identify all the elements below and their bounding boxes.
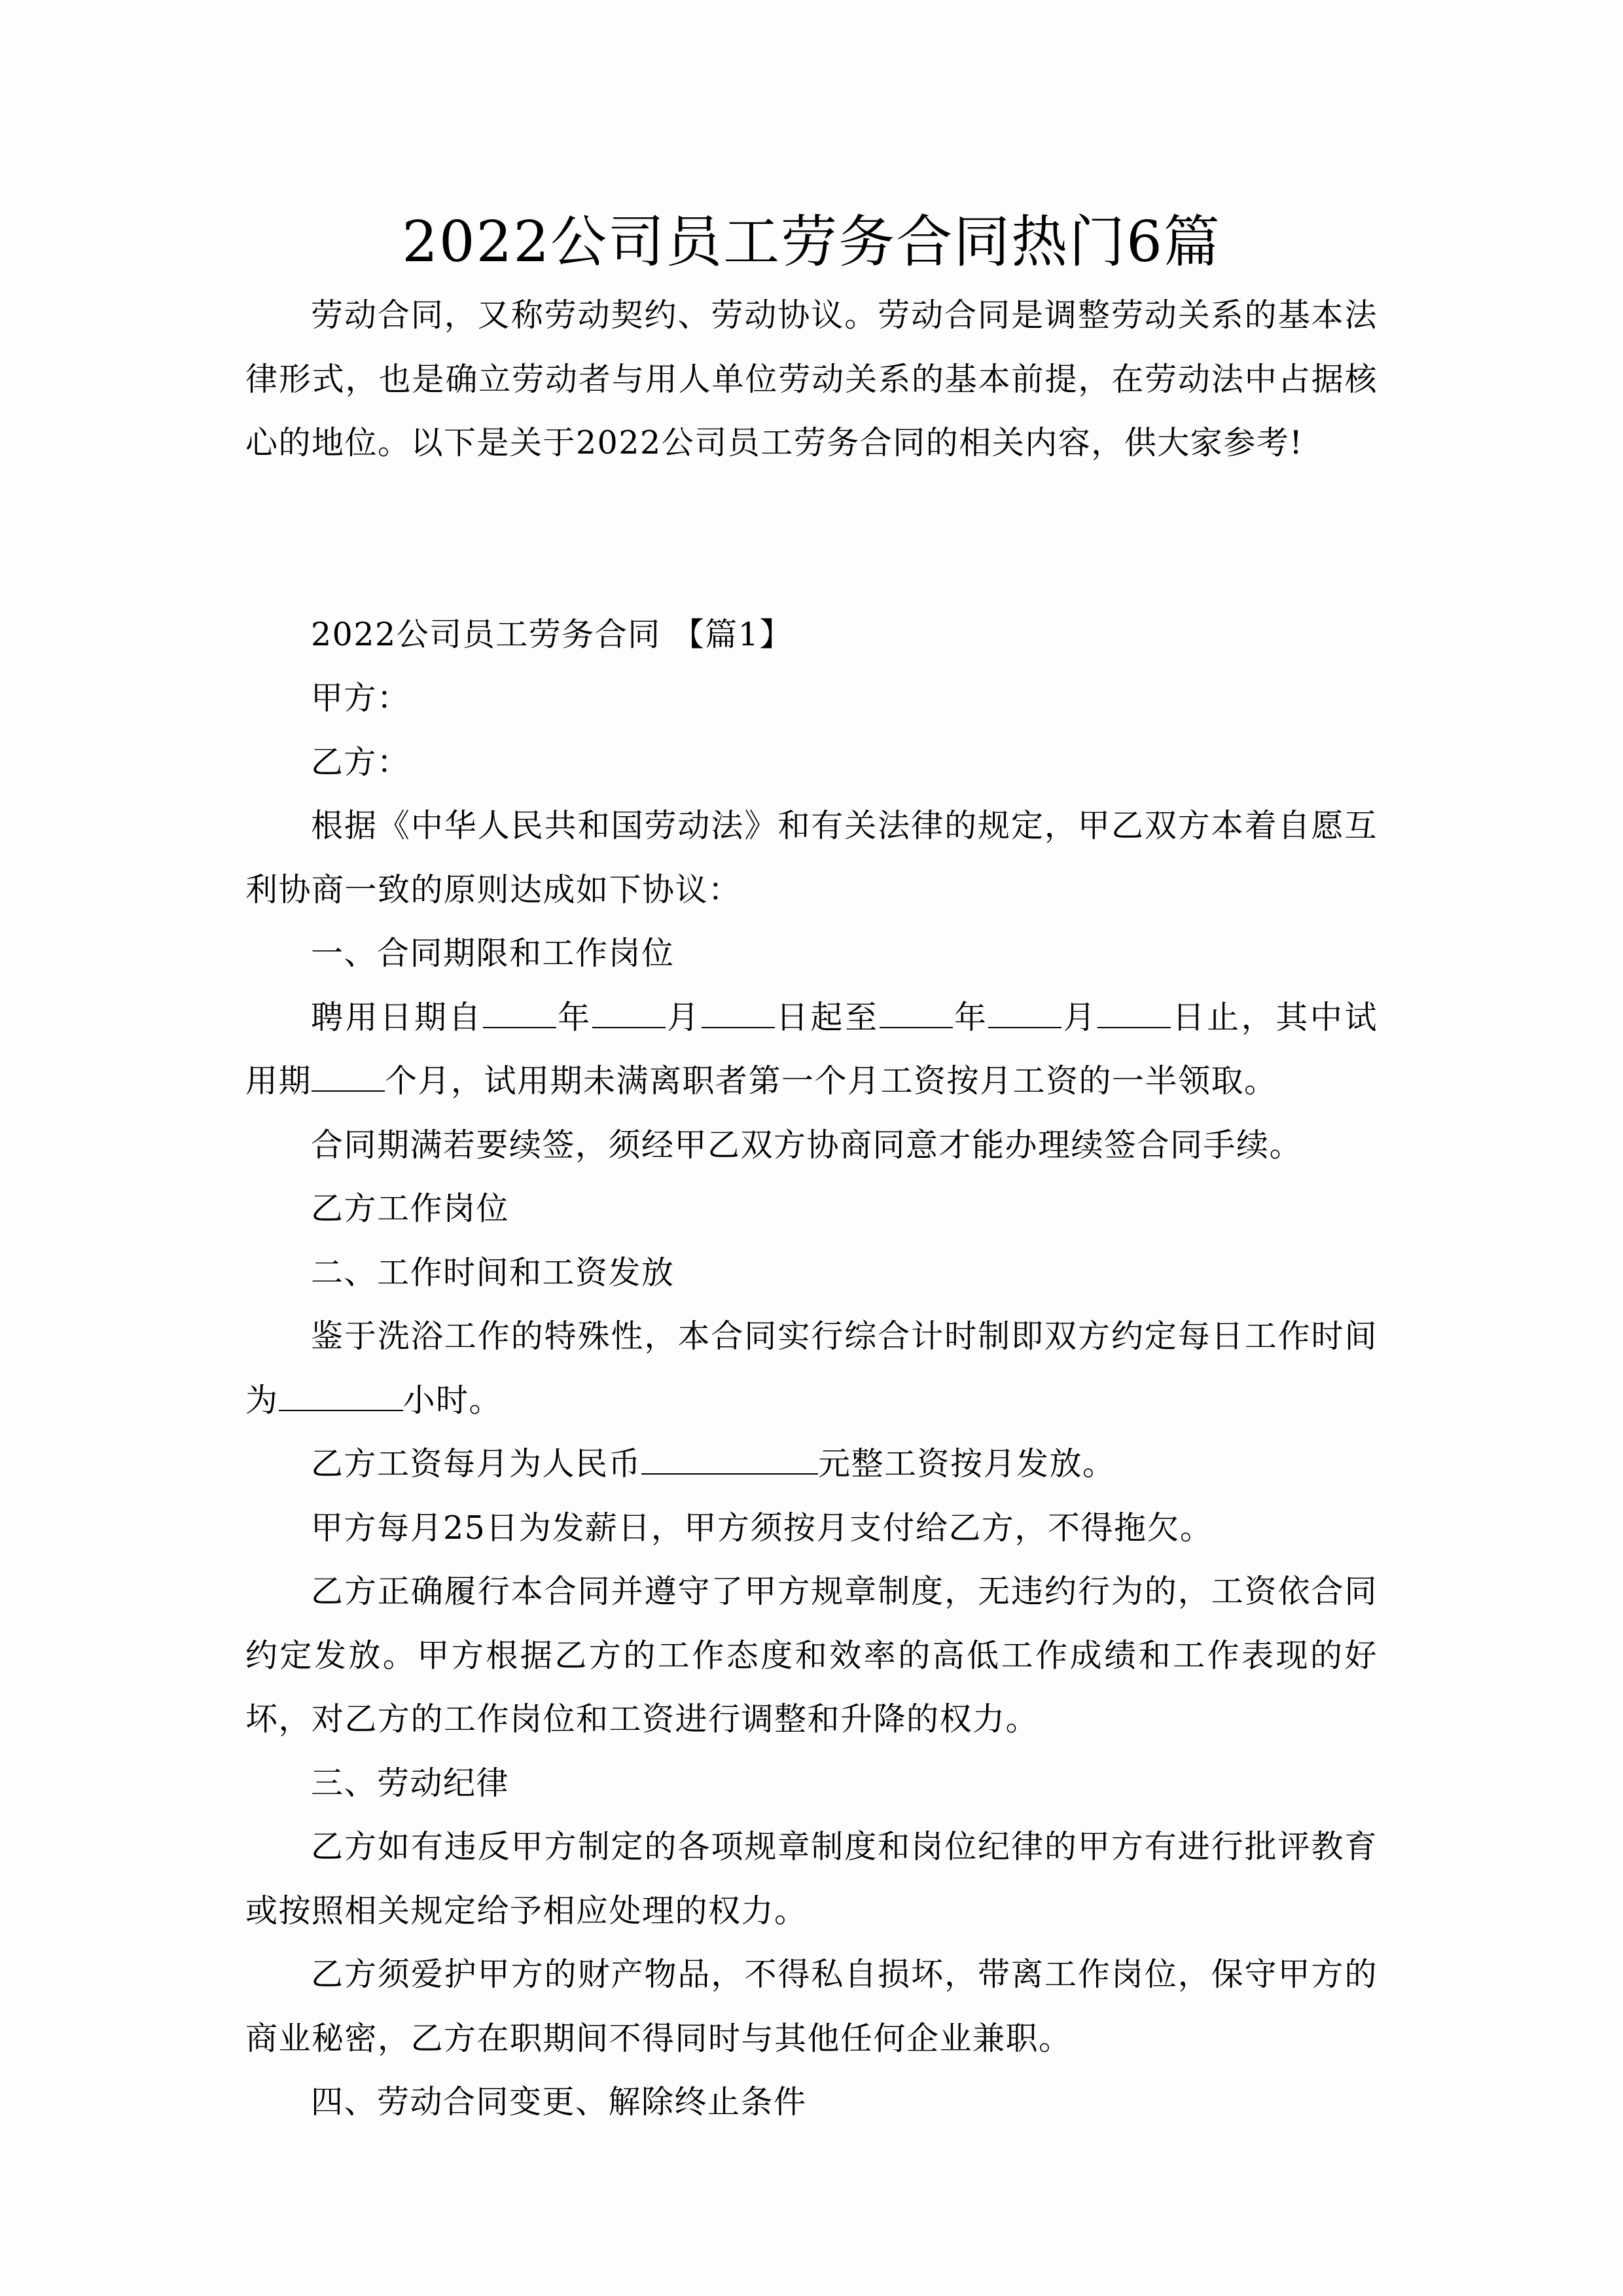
preamble-paragraph: 根据《中华人民共和国劳动法》和有关法律的规定，甲乙双方本着自愿互利协商一致的原则达成如下协议： xyxy=(245,807,1378,908)
end-month-blank[interactable] xyxy=(988,1001,1061,1028)
daily-hours-blank[interactable] xyxy=(279,1384,403,1411)
position-paragraph: 乙方工作岗位 xyxy=(311,1190,510,1227)
end-year-blank[interactable] xyxy=(880,1001,953,1028)
party-a-label: 甲方： xyxy=(311,679,410,717)
probation-months-blank[interactable] xyxy=(312,1064,385,1092)
text-segment: 聘用日期自 xyxy=(311,998,484,1036)
start-day-blank[interactable] xyxy=(702,1001,775,1028)
clause-1-title: 一、合同期限和工作岗位 xyxy=(311,935,675,972)
text-segment: 个月，试用期未满离职者第一个月工资按月工资的一半领取。 xyxy=(385,1062,1277,1100)
text-segment: 小时。 xyxy=(402,1381,503,1419)
text-segment: 月 xyxy=(1061,998,1098,1036)
party-b-label: 乙方： xyxy=(311,743,410,781)
text-segment: 日止，其中试用期 xyxy=(245,998,1378,1100)
text-segment: 乙方工资每月为人民币 xyxy=(311,1445,642,1482)
text-segment: 月 xyxy=(665,998,702,1036)
document-body xyxy=(245,283,1378,2134)
working-hours-paragraph xyxy=(245,1304,1378,1432)
text-segment: 年 xyxy=(952,998,989,1036)
clause-4-title: 四、劳动合同变更、解除终止条件 xyxy=(311,2083,807,2121)
renewal-paragraph: 合同期满若要续签，须经甲乙双方协商同意才能办理续签合同手续。 xyxy=(311,1126,1303,1164)
section-heading: 2022公司员工劳务合同 【篇1】 xyxy=(311,615,793,653)
salary-amount-blank[interactable] xyxy=(641,1447,818,1475)
clause-3-title: 三、劳动纪律 xyxy=(311,1764,510,1802)
text-segment: 鉴于洗浴工作的特殊性，本合同实行综合计时制即双方约定每日工作时间为 xyxy=(245,1318,1378,1419)
salary-paragraph xyxy=(245,1432,1378,1496)
section-spacer xyxy=(245,475,1378,603)
employment-period-paragraph xyxy=(245,986,1378,1113)
intro-paragraph: 劳动合同，又称劳动契约、劳动协议。劳动合同是调整劳动关系的基本法律形式，也是确立劳动者与用人单位劳动关系的基本前提，在劳动法中占据核心的地位。以下是关于2022公司员工劳务合同的相关内容，供大家参考! xyxy=(245,296,1378,461)
document-title: 2022公司员工劳务合同热门6篇 xyxy=(402,209,1221,275)
discipline-paragraph: 乙方如有违反甲方制定的各项规章制度和岗位纪律的甲方有进行批评教育或按照相关规定给予相应处理的权力。 xyxy=(245,1828,1378,1929)
salary-adjustment-paragraph: 乙方正确履行本合同并遵守了甲方规章制度，无违约行为的，工资依合同约定发放。甲方根据乙方的工作态度和效率的高低工作成绩和工作表现的好坏，对乙方的工作岗位和工资进行调整和升降的权力。 xyxy=(245,1573,1378,1738)
clause-2-title: 二、工作时间和工资发放 xyxy=(311,1253,675,1291)
payday-paragraph: 甲方每月25日为发薪日，甲方须按月支付给乙方，不得拖欠。 xyxy=(311,1509,1213,1547)
text-segment: 年 xyxy=(556,998,592,1036)
text-segment: 日起至 xyxy=(774,998,880,1036)
start-year-blank[interactable] xyxy=(483,1001,556,1028)
end-day-blank[interactable] xyxy=(1097,1001,1171,1028)
start-month-blank[interactable] xyxy=(592,1001,666,1028)
text-segment: 元整工资按月发放。 xyxy=(818,1445,1116,1482)
confidentiality-paragraph: 乙方须爱护甲方的财产物品，不得私自损坏，带离工作岗位，保守甲方的商业秘密，乙方在职期间不得同时与其他任何企业兼职。 xyxy=(245,1956,1378,2057)
